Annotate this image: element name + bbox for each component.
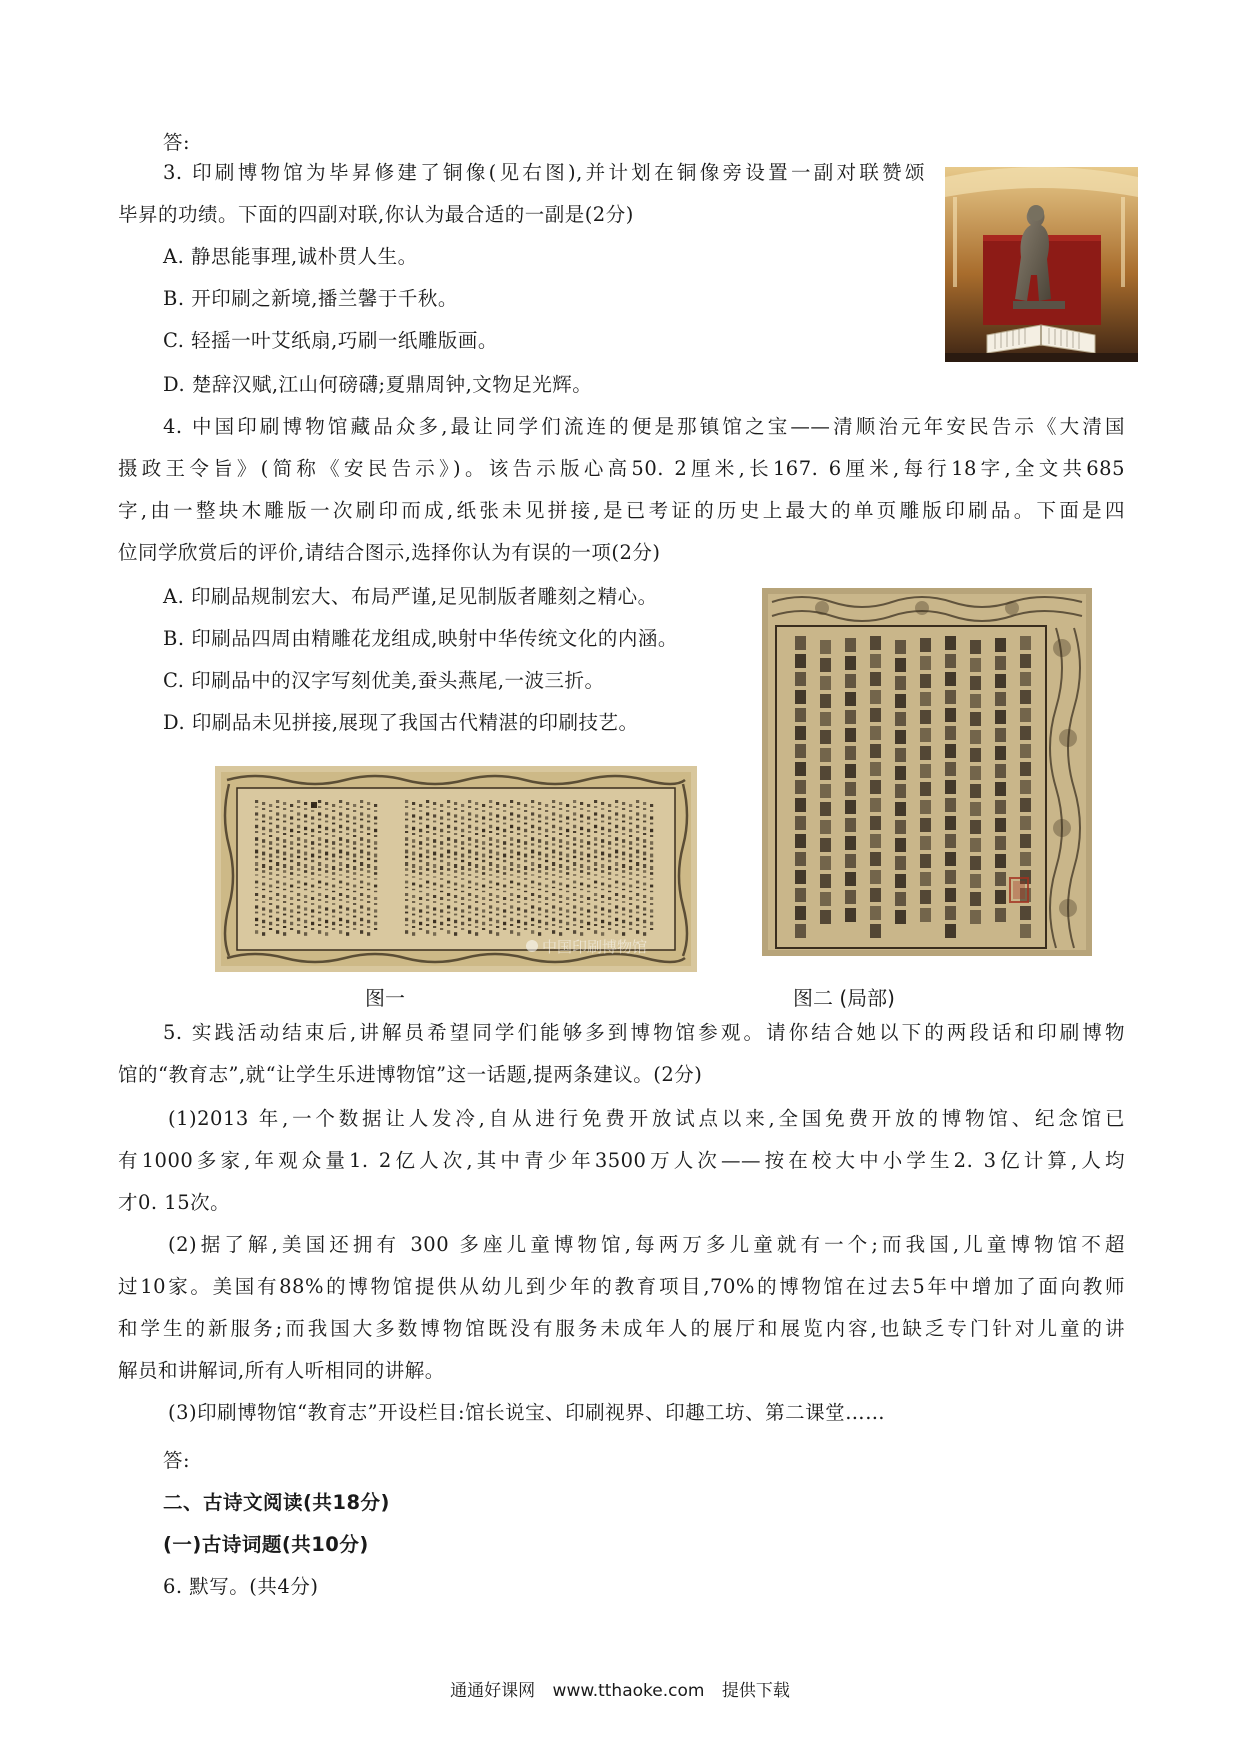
page-footer	[0, 1676, 1240, 1701]
q5-p1-line3: 才0. 15次。	[118, 1191, 231, 1214]
q5-p2-line1: (2)据了解,美国还拥有 300 多座儿童博物馆,每两万多儿童就有一个;而我国,儿童博物馆不超	[168, 1233, 1125, 1256]
figure2-caption: 图二 (局部)	[793, 986, 895, 1010]
q3-stem-line1: 3. 印刷博物馆为毕昇修建了铜像(见右图),并计划在铜像旁设置一副对联赞颂	[163, 161, 925, 184]
q5-p2-line4: 解员和讲解词,所有人听相同的讲解。	[118, 1359, 445, 1382]
q5-p1-line1: (1)2013 年,一个数据让人发冷,自从进行免费开放试点以来,全国免费开放的博物馆、纪念馆已	[168, 1107, 1125, 1130]
q5-stem-line1: 5. 实践活动结束后,讲解员希望同学们能够多到博物馆参观。请你结合她以下的两段话和印刷博物	[163, 1021, 1125, 1044]
q4-stem-line3: 字,由一整块木雕版一次刷印而成,纸张未见拼接,是已考证的历史上最大的单页雕版印刷品。下面是四	[118, 499, 1125, 522]
q5-p2-line3: 和学生的新服务;而我国大多数博物馆既没有服务未成年人的展厅和展览内容,也缺乏专门针对儿童的讲	[118, 1317, 1125, 1340]
footer-site-name: 通通好课网	[450, 1681, 536, 1701]
footer-suffix: 提供下载	[721, 1681, 790, 1701]
footer-url: www.tthaoke.com	[552, 1681, 705, 1701]
figure1-proclamation	[215, 766, 697, 972]
answer-label: 答:	[163, 131, 191, 154]
q4-stem-line1: 4. 中国印刷博物馆藏品众多,最让同学们流连的便是那镇馆之宝——清顺治元年安民告示《大清国	[163, 415, 1125, 438]
q4-stem-line2: 摄政王令旨》(简称《安民告示》)。该告示版心高50. 2厘米,长167. 6厘米,每行18字,全文共685	[118, 457, 1125, 480]
q3-option-b: B. 开印刷之新境,播兰馨于千秋。	[163, 287, 458, 310]
q3-option-c: C. 轻摇一叶艾纸扇,巧刷一纸雕版画。	[163, 329, 498, 352]
answer-label-q5: 答:	[163, 1449, 191, 1472]
q4-option-d: D. 印刷品未见拼接,展现了我国古代精湛的印刷技艺。	[163, 711, 639, 734]
q4-option-b: B. 印刷品四周由精雕花龙组成,映射中华传统文化的内涵。	[163, 627, 678, 650]
figure1-watermark: 中国印刷博物馆	[542, 938, 648, 956]
q3-stem-line2: 毕昇的功绩。下面的四副对联,你认为最合适的一副是(2分)	[118, 203, 634, 226]
q5-p2-line2: 过10家。美国有88%的博物馆提供从幼儿到少年的教育项目,70%的博物馆在过去5年中增加了面向教师	[118, 1275, 1125, 1298]
q4-stem-line4: 位同学欣赏后的评价,请结合图示,选择你认为有误的一项(2分)	[118, 541, 661, 564]
q6-title: 6. 默写。(共4分)	[163, 1575, 319, 1598]
q5-p3: (3)印刷博物馆“教育志”开设栏目:馆长说宝、印刷视界、印趣工坊、第二课堂……	[168, 1401, 886, 1424]
section2-subtitle: (一)古诗词题(共10分)	[163, 1533, 369, 1556]
figure2-proclamation-detail	[762, 588, 1092, 956]
section2-title: 二、古诗文阅读(共18分)	[163, 1491, 390, 1514]
q3-option-d: D. 楚辞汉赋,江山何磅礴;夏鼎周钟,文物足光辉。	[163, 373, 593, 396]
bisheng-statue-photo	[945, 167, 1138, 362]
q4-option-a: A. 印刷品规制宏大、布局严谨,足见制版者雕刻之精心。	[163, 585, 658, 608]
q4-option-c: C. 印刷品中的汉字写刻优美,蚕头燕尾,一波三折。	[163, 669, 605, 692]
q5-stem-line2: 馆的“教育志”,就“让学生乐进博物馆”这一话题,提两条建议。(2分)	[118, 1063, 703, 1086]
q5-p1-line2: 有1000多家,年观众量1. 2亿人次,其中青少年3500万人次——按在校大中小学生2. 3亿计算,人均	[118, 1149, 1125, 1172]
q3-option-a: A. 静思能事理,诚朴贯人生。	[163, 245, 418, 268]
figure1-caption: 图一	[365, 986, 405, 1010]
